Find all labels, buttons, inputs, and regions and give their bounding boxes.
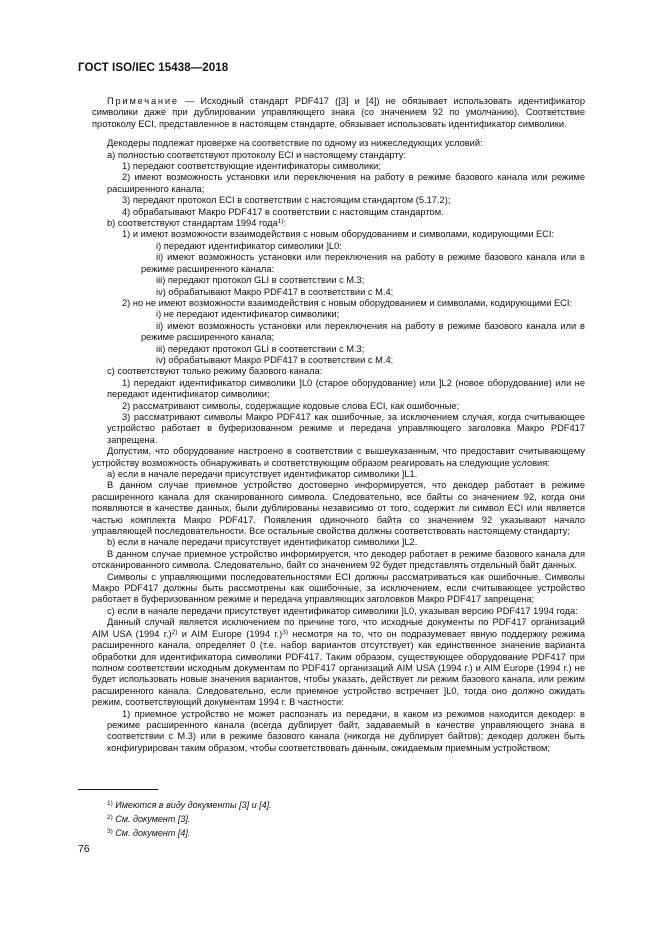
sub-list-item: iv) обрабатывают Макро PDF417 в соответствии с М.4;: [156, 286, 394, 297]
footnote: [107, 826, 567, 840]
sub-list-item: i) не передают идентификатор символики;: [156, 309, 340, 320]
footnote-divider: [78, 789, 158, 790]
paragraph: В данном случае приемное устройство информируется, что декодер работает в режиме базового канала для отсканированного символа. Следовательно, байт со значением 92 будет представлять отдельный байт данных.: [92, 548, 585, 571]
note-paragraph: [92, 96, 585, 130]
sub-list-item: iv) обрабатывают Макро PDF417 в соответствии с М.4;: [156, 354, 394, 365]
paragraph: [92, 617, 585, 708]
list-item: 1) передают соответствующие идентификаторы символики;: [122, 161, 381, 172]
footnote: [107, 812, 567, 826]
sub-list-item: ii) имеют возможность установки или переключения на работу в режиме базового канала или в режиме расширенного канала;: [141, 320, 585, 343]
sub-list-item: i) передают идентификатор символики ]L0:: [156, 240, 342, 251]
paragraph: В данном случае приемное устройство достоверно информируется, что декодер работает в режиме расширенного канала для сканированного символа. Следовательно, все байты со значением 92, когда они появляются в качестве данных, были дублированы независимо от того, содержит ли символ ECI или является частью комплекта Макро PDF417. Появления одиночного байта со значением 92 указывают начало управляющей последовательности. Все остальные свойства должны соответствовать настоящему стандарту;: [92, 480, 585, 537]
footnote-text: См. документ [4].: [115, 828, 191, 838]
paragraph: Допустим, что оборудование настроено в соответствии с вышеуказанным, что предоставит считывающему устройству возможность обнаруживать и соответствующим образом реагировать на следующие условия:: [92, 446, 585, 468]
document-body: [92, 96, 585, 754]
note-label: Примечание: [107, 96, 179, 106]
footnote-text: Имеются в виду документы [3] и [4].: [115, 800, 272, 810]
condition-b: b) если в начале передачи присутствует идентификатор символики ]L2.: [107, 537, 418, 548]
paragraph: Декодеры подлежат проверке на соответствие по одному из нижеследующих условий:: [107, 138, 483, 149]
list-item: 3) рассматривают символы Макро PDF417 как ошибочные, за исключением случая, когда считывающее устройство работает в буферизованном режиме и передача управляющего заголовка Макро PDF417 запрещена.: [107, 411, 585, 445]
list-item-a: а) полностью соответствуют протоколу ECI и настоящему стандарту:: [107, 149, 406, 160]
list-item: 2) имеют возможность установки или переключения на работу в режиме базового канала или режиме расширенного канала;: [107, 172, 585, 194]
sub-list-item: ii) имеют возможность установки или переключения на работу в режиме базового канала или в режиме расширенного канала:: [141, 252, 585, 274]
list-item-b: [92, 218, 585, 229]
list-item-b-colon: :: [283, 218, 287, 229]
text-run: несмотря на то, что он подразумевает явную поддержку режима расширенного канала, определяет 0 (т.е. набор вариантов отсутствует) как единственное значение варианта обработки для идентификатора символики PDF417. Таким образом, существующее оборудование PDF417 при полном соответствии исходным документам по PDF417 организаций AIM USA (1994 г.) и AIM Europe (1994 г.) не будет использовать новые значения вариантов, чтобы указать, действует ли режим базового канала, или режим расширенного канала. Следовательно, если приемное устройство встречает ]L0, тогда оно должно ожидать режим, соответствующий документам 1994 г. В частности:: [92, 628, 585, 708]
paragraph: Символы с управляющими последовательностями ECI должны рассматриваться как ошибочные. Символы Макро PDF417 должны быть рассмотрены как ошибочные, за исключением, если считывающее устройство работает в буферизованном режиме и передача управляющих заголовков Макро PDF417 запрещена;: [92, 571, 585, 605]
footnote-text: См. документ [3].: [115, 814, 191, 824]
list-item: 1) и имеют возможности взаимодействия с новым оборудованием и символами, кодирующими ECI:: [122, 229, 555, 240]
list-item: 1) приемное устройство не может распознать из передачи, в каком из режимов находится декодер: в режиме расширенного канала (всегда дублирует байт, задаваемый в качестве управляющего знака в соответствии с М.3) или в режиме базового канала (никогда не дублирует байтов); декодер должен быть конфигурирован таким образом, чтобы соответствовать данным, ожидаемым приемным устройством;: [107, 708, 585, 753]
list-item-c: с) соответствуют только режиму базового канала:: [107, 366, 323, 377]
page-number: 76: [78, 843, 90, 855]
sub-list-item: iii) передают протокол GLI в соответствии с М.3;: [156, 275, 365, 286]
list-item: 1) передают идентификатор символики ]L0 (старое оборудование) или ]L2 (новое оборудование) или не передают идентификатор символики;: [107, 377, 585, 400]
text-run: Данный случай является исключением по причине того, что исходные документы по PDF417 организаций AIM USA (1994 г.): [92, 617, 585, 639]
footnote-ref: 3): [282, 628, 288, 636]
list-item-b-text: b) соответствуют стандартам 1994 года: [107, 218, 278, 229]
list-item: 4) обрабатывают Макро PDF417 в соответствии с настоящим стандартом.: [122, 206, 444, 217]
footnote-mark: 2): [107, 814, 113, 821]
footnote-mark: 3): [107, 828, 113, 835]
condition-a: а) если в начале передачи присутствует идентификатор символики ]L1.: [107, 469, 418, 479]
footnote-mark: 1): [107, 800, 113, 807]
footnote: [107, 798, 567, 812]
condition-c: с) если в начале передачи присутствует идентификатор символики ]L0, указывая версию PDF417 1994 года:: [107, 605, 578, 616]
list-item: 2) рассматривают символы, содержащие кодовые слова ECI, как ошибочные;: [122, 400, 460, 411]
standard-header: ГОСТ ISO/IEC 15438—2018: [78, 62, 229, 74]
note-text: — Исходный стандарт PDF417 ([3] и [4]) не обязывает использовать идентификатор символики даже при дублировании управляющего знака (со значением 92 по умолчанию). Соответствие протоколу ECI, представленное в настоящем стандарте, обязывает использовать идентификатор символики.: [92, 96, 585, 129]
footnotes: [107, 798, 567, 840]
footnote-ref: 2): [171, 628, 178, 636]
text-run: и AIM Europe (1994 г.): [177, 628, 283, 639]
list-item: 3) передают протокол ECI в соответствии с настоящим стандартом (5.17.2);: [122, 195, 451, 206]
footnote-ref: 1): [277, 218, 284, 226]
sub-list-item: iii) передают протокол GLI в соответствии с М.3;: [156, 343, 365, 354]
list-item: 2) но не имеют возможности взаимодействия с новым оборудованием и символами, кодирующими ECI:: [122, 297, 573, 308]
